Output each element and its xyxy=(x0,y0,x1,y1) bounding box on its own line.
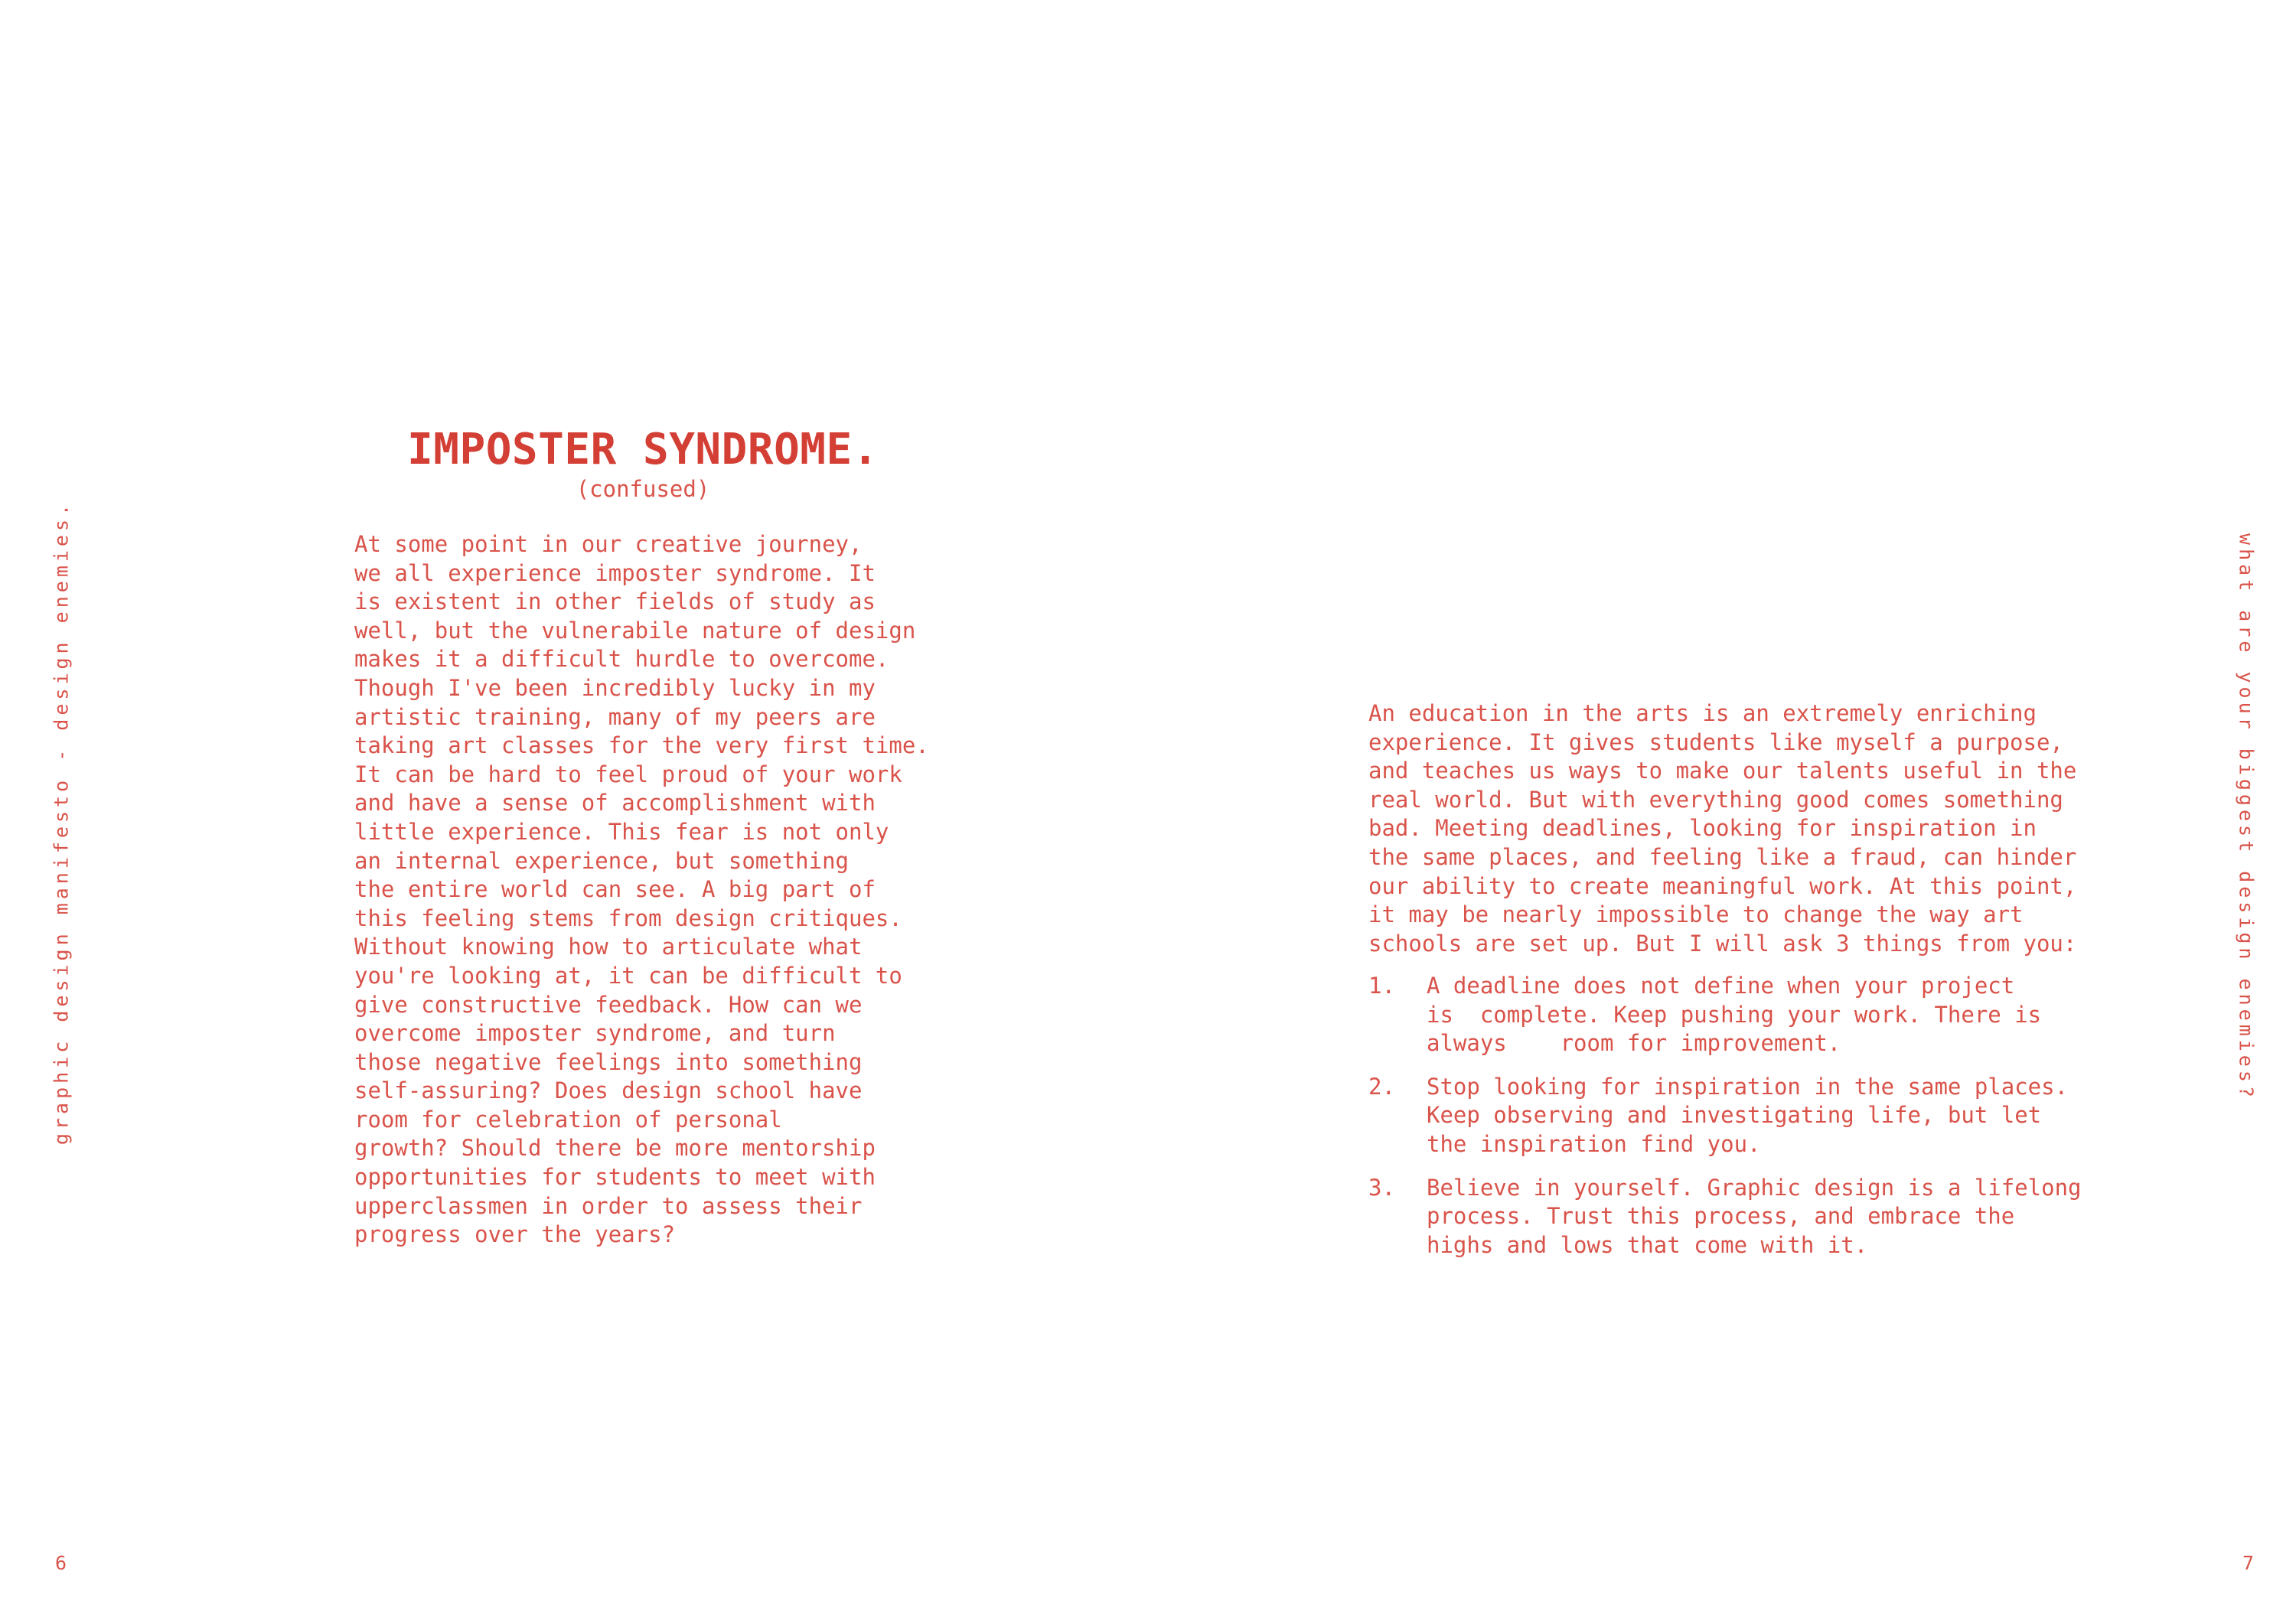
page-title: IMPOSTER SYNDROME. xyxy=(407,425,879,474)
right-side-label: what are your biggest design enemies? xyxy=(2235,533,2258,1101)
title-block xyxy=(352,425,934,503)
left-page-number: 6 xyxy=(55,1552,67,1574)
numbered-list xyxy=(1368,972,2082,1274)
list-item-number: 2. xyxy=(1368,1073,1395,1100)
list-item xyxy=(1368,972,2082,1058)
right-page-number: 7 xyxy=(2242,1552,2255,1574)
list-item-text: Stop looking for inspiration in the same places. Keep observing and investigating life, but let the inspiration find you. xyxy=(1427,1073,2069,1157)
left-side-label: graphic design manifesto - design enemies. xyxy=(50,500,73,1146)
list-item xyxy=(1368,1174,2082,1260)
page-subtitle: (confused) xyxy=(576,476,710,502)
right-intro-text: An education in the arts is an extremely enriching experience. It gives students like myself a purpose, and teaches us ways to make our talents useful in the real world. But with everything good comes something bad. Meeting deadlines, looking for inspiration in the same places, and feeling like a fraud, can hinder our ability to create meaningful work. At this point, it may be nearly impossible to change the way art schools are set up. But I will ask 3 things from you: xyxy=(1368,700,2077,957)
left-body-text: At some point in our creative journey, we all experience imposter syndrome. It is existent in other fields of study as well, but the vulnerabile nature of design makes it a difficult hurdle to overcome. Though I've been incredibly lucky in my artistic training, many of my peers are taking art classes for the very first time. It can be hard to feel proud of your work and have a sense of accomplishment with little experience. This fear is not only an internal experience, but something the entire world can see. A big part of this feeling stems from design critiques. Without knowing how to articulate what you're looking at, it can be difficult to give constructive feedback. How can we overcome imposter syndrome, and turn those negative feelings into something self-assuring? Does design school have room for celebration of personal growth? Should there be more mentorship opportunities for students to meet with upperclassmen in order to assess their progress over the years? xyxy=(354,531,929,1248)
list-item-number: 1. xyxy=(1368,973,1395,999)
list-item-text: A deadline does not define when your project is complete. Keep pushing your work. There is always room for improvement. xyxy=(1427,973,2042,1057)
list-item xyxy=(1368,1073,2082,1159)
list-item-number: 3. xyxy=(1368,1174,1395,1201)
list-item-text: Believe in yourself. Graphic design is a lifelong process. Trust this process, and embrace the highs and lows that come with it. xyxy=(1427,1174,2082,1258)
